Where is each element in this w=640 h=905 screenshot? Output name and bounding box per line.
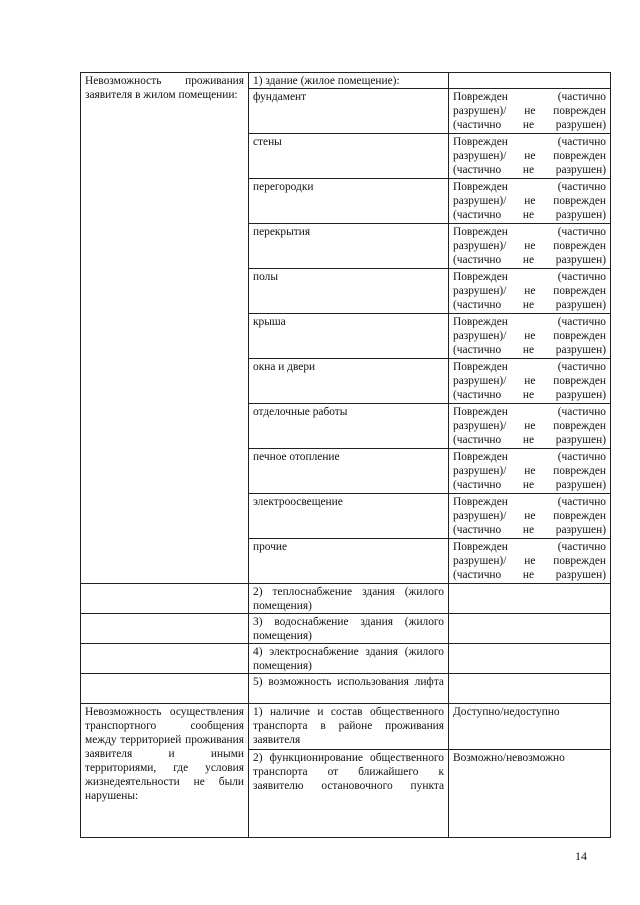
assessment-table <box>80 72 611 838</box>
table-row <box>81 614 611 644</box>
table-row <box>81 644 611 674</box>
empty-cell <box>449 614 611 644</box>
empty-cell <box>449 73 611 89</box>
item-name: перегородки <box>249 179 449 224</box>
item-name: крыша <box>249 314 449 359</box>
empty-cell <box>81 584 249 614</box>
transport-item-name: 2) функционирование общественного транспорта от ближайшего к заявителю остановочного пункта <box>249 750 449 838</box>
item-name: электроосвещение <box>249 494 449 539</box>
item-name: фундамент <box>249 89 449 134</box>
transport-item-status: Возможно/невозможно <box>449 750 611 838</box>
empty-cell <box>81 614 249 644</box>
empty-cell <box>449 584 611 614</box>
item-status: Поврежден (частично разрушен)/ не поврежден (частично не разрушен) <box>449 359 611 404</box>
empty-cell <box>449 674 611 704</box>
item-status: Поврежден (частично разрушен)/ не поврежден (частично не разрушен) <box>449 89 611 134</box>
item-status: Поврежден (частично разрушен)/ не поврежден (частично не разрушен) <box>449 539 611 584</box>
empty-cell <box>449 644 611 674</box>
item-status: Поврежден (частично разрушен)/ не поврежден (частично не разрушен) <box>449 224 611 269</box>
item-name: прочие <box>249 539 449 584</box>
section1-label: Невозможность проживания заявителя в жилом помещении: <box>81 73 249 584</box>
item-name: полы <box>249 269 449 314</box>
group2-title: 2) теплоснабжение здания (жилого помещения) <box>249 584 449 614</box>
group3-title: 3) водоснабжение здания (жилого помещения) <box>249 614 449 644</box>
page-number: 14 <box>575 849 587 863</box>
item-status: Поврежден (частично разрушен)/ не поврежден (частично не разрушен) <box>449 134 611 179</box>
table-row <box>81 584 611 614</box>
item-status: Поврежден (частично разрушен)/ не поврежден (частично не разрушен) <box>449 314 611 359</box>
table-row <box>81 704 611 750</box>
group1-title: 1) здание (жилое помещение): <box>249 73 449 89</box>
table-row <box>81 674 611 704</box>
empty-cell <box>81 644 249 674</box>
item-status: Поврежден (частично разрушен)/ не поврежден (частично не разрушен) <box>449 404 611 449</box>
item-status: Поврежден (частично разрушен)/ не поврежден (частично не разрушен) <box>449 179 611 224</box>
item-name: печное отопление <box>249 449 449 494</box>
item-status: Поврежден (частично разрушен)/ не поврежден (частично не разрушен) <box>449 494 611 539</box>
empty-cell <box>81 674 249 704</box>
transport-item-status: Доступно/недоступно <box>449 704 611 750</box>
item-name: стены <box>249 134 449 179</box>
group4-title: 4) электроснабжение здания (жилого помещения) <box>249 644 449 674</box>
item-name: перекрытия <box>249 224 449 269</box>
section2-label: Невозможность осуществления транспортного сообщения между территорией проживания заявителя и иными территориями, где условия жизнедеятельности не были нарушены: <box>81 704 249 838</box>
item-status: Поврежден (частично разрушен)/ не поврежден (частично не разрушен) <box>449 269 611 314</box>
group5-title: 5) возможность использования лифта <box>249 674 449 704</box>
item-status: Поврежден (частично разрушен)/ не поврежден (частично не разрушен) <box>449 449 611 494</box>
item-name: отделочные работы <box>249 404 449 449</box>
transport-item-name: 1) наличие и состав общественного транспорта в районе проживания заявителя <box>249 704 449 750</box>
table-row <box>81 73 611 89</box>
item-name: окна и двери <box>249 359 449 404</box>
